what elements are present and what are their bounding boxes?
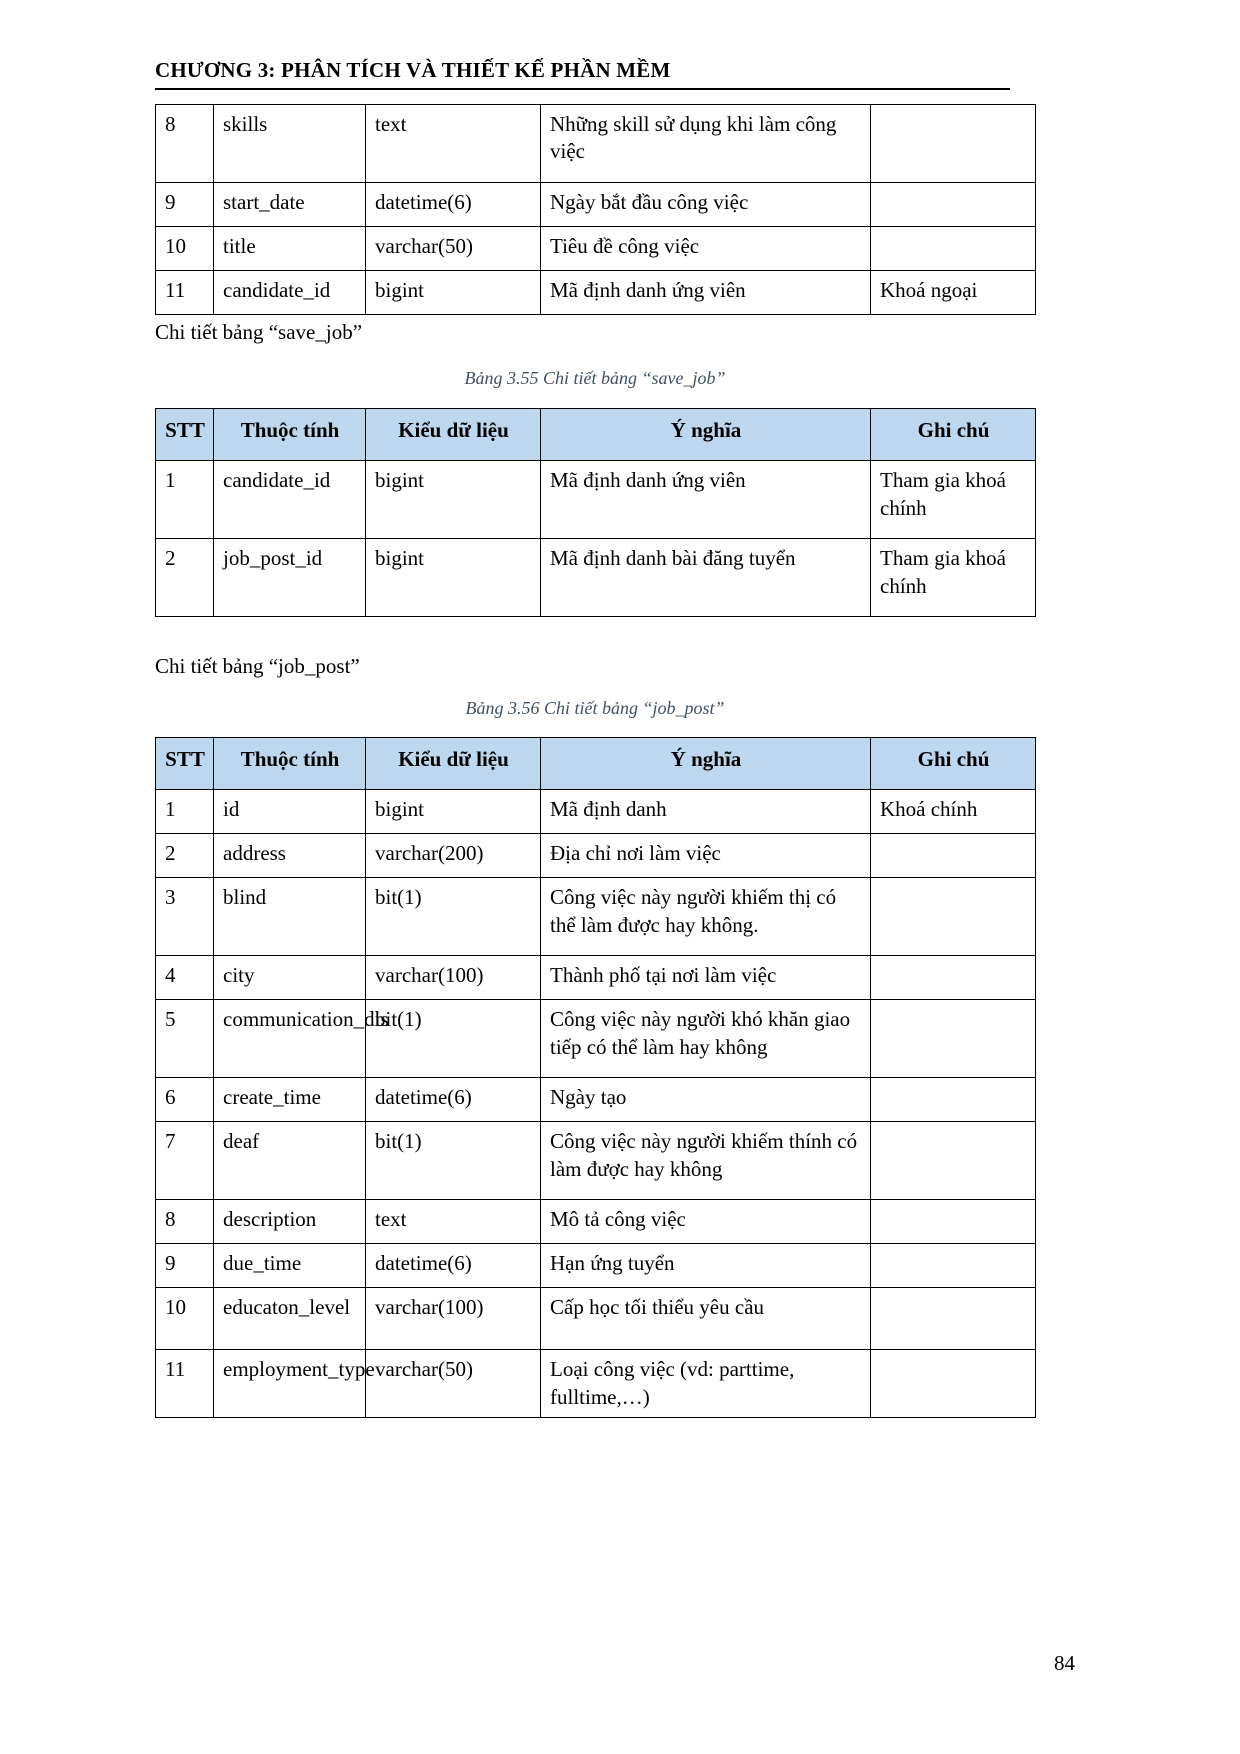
cell-datatype: datetime(6) (366, 1078, 541, 1122)
cell-datatype: datetime(6) (366, 1244, 541, 1288)
chapter-title: CHƯƠNG 3: PHÂN TÍCH VÀ THIẾT KẾ PHẦN MỀM (155, 58, 671, 82)
cell-datatype: datetime(6) (366, 183, 541, 227)
cell-meaning: Tiêu đề công việc (541, 227, 871, 271)
cell-note (871, 878, 1036, 956)
column-header-datatype: Kiểu dữ liệu (366, 738, 541, 790)
column-header-meaning: Ý nghĩa (541, 409, 871, 461)
table-row (156, 1200, 1036, 1244)
table-save-job-head (156, 409, 1036, 461)
table-row (156, 790, 1036, 834)
cell-attribute: communication_dis (214, 1000, 366, 1078)
table-save-job-body (156, 461, 1036, 617)
cell-note (871, 1244, 1036, 1288)
table-row (156, 834, 1036, 878)
cell-datatype: bigint (366, 461, 541, 539)
cell-note: Khoá ngoại (871, 271, 1036, 315)
table-job-post-body (156, 790, 1036, 1418)
cell-note: Tham gia khoá chính (871, 461, 1036, 539)
cell-stt: 3 (156, 878, 214, 956)
cell-attribute: create_time (214, 1078, 366, 1122)
table-row (156, 183, 1036, 227)
cell-attribute: skills (214, 105, 366, 183)
table-continued-wrapper (155, 104, 1036, 315)
cell-attribute: due_time (214, 1244, 366, 1288)
cell-meaning: Ngày bắt đầu công việc (541, 183, 871, 227)
column-header-meaning: Ý nghĩa (541, 738, 871, 790)
table-row (156, 956, 1036, 1000)
cell-meaning: Mã định danh ứng viên (541, 271, 871, 315)
cell-attribute: blind (214, 878, 366, 956)
running-header (155, 58, 1010, 90)
cell-attribute: candidate_id (214, 461, 366, 539)
table-row (156, 1078, 1036, 1122)
cell-attribute: job_post_id (214, 539, 366, 617)
cell-attribute: address (214, 834, 366, 878)
cell-meaning: Mã định danh ứng viên (541, 461, 871, 539)
column-header-note: Ghi chú (871, 738, 1036, 790)
cell-stt: 1 (156, 790, 214, 834)
cell-attribute: city (214, 956, 366, 1000)
intro-save-job: Chi tiết bảng “save_job” (155, 320, 363, 344)
table-row (156, 1244, 1036, 1288)
cell-datatype: bigint (366, 271, 541, 315)
table-header-row (156, 409, 1036, 461)
cell-attribute: deaf (214, 1122, 366, 1200)
cell-note (871, 1078, 1036, 1122)
table-row (156, 1000, 1036, 1078)
page-number: 84 (1054, 1651, 1075, 1675)
column-header-stt: STT (156, 738, 214, 790)
cell-stt: 2 (156, 834, 214, 878)
cell-stt: 5 (156, 1000, 214, 1078)
cell-note (871, 1200, 1036, 1244)
cell-datatype: bit(1) (366, 1122, 541, 1200)
cell-attribute: educaton_level (214, 1288, 366, 1350)
column-header-stt: STT (156, 409, 214, 461)
caption-job-post: Bảng 3.56 Chi tiết bảng “job_post” (465, 698, 725, 718)
cell-stt: 8 (156, 105, 214, 183)
cell-meaning: Cấp học tối thiểu yêu cầu (541, 1288, 871, 1350)
cell-stt: 9 (156, 1244, 214, 1288)
cell-datatype: text (366, 105, 541, 183)
cell-stt: 11 (156, 1350, 214, 1418)
cell-meaning: Những skill sử dụng khi làm công việc (541, 105, 871, 183)
caption-save-job: Bảng 3.55 Chi tiết bảng “save_job” (464, 368, 726, 388)
cell-note (871, 834, 1036, 878)
cell-datatype: varchar(200) (366, 834, 541, 878)
cell-datatype: varchar(100) (366, 956, 541, 1000)
table-row (156, 1288, 1036, 1350)
header-rule (155, 88, 1010, 90)
table-row (156, 1122, 1036, 1200)
cell-note: Tham gia khoá chính (871, 539, 1036, 617)
table-job-post-wrapper (155, 737, 1036, 1418)
cell-stt: 2 (156, 539, 214, 617)
cell-meaning: Công việc này người khiếm thính có làm được hay không (541, 1122, 871, 1200)
cell-datatype: varchar(100) (366, 1288, 541, 1350)
cell-note: Khoá chính (871, 790, 1036, 834)
cell-note (871, 227, 1036, 271)
cell-attribute: candidate_id (214, 271, 366, 315)
table-header-row (156, 738, 1036, 790)
table-save-job (155, 408, 1036, 617)
table-row (156, 1350, 1036, 1418)
cell-datatype: bigint (366, 539, 541, 617)
cell-stt: 6 (156, 1078, 214, 1122)
table-row (156, 271, 1036, 315)
cell-meaning: Loại công việc (vd: parttime, fulltime,…) (541, 1350, 871, 1418)
cell-stt: 9 (156, 183, 214, 227)
cell-meaning: Công việc này người khiếm thị có thể làm được hay không. (541, 878, 871, 956)
cell-meaning: Mã định danh bài đăng tuyển (541, 539, 871, 617)
cell-meaning: Hạn ứng tuyển (541, 1244, 871, 1288)
cell-attribute: description (214, 1200, 366, 1244)
cell-datatype: bigint (366, 790, 541, 834)
cell-note (871, 956, 1036, 1000)
cell-attribute: title (214, 227, 366, 271)
cell-datatype: text (366, 1200, 541, 1244)
cell-stt: 8 (156, 1200, 214, 1244)
cell-meaning: Mã định danh (541, 790, 871, 834)
cell-stt: 7 (156, 1122, 214, 1200)
cell-stt: 4 (156, 956, 214, 1000)
cell-meaning: Công việc này người khó khăn giao tiếp có thể làm hay không (541, 1000, 871, 1078)
intro-job-post: Chi tiết bảng “job_post” (155, 654, 360, 678)
cell-note (871, 1122, 1036, 1200)
cell-meaning: Mô tả công việc (541, 1200, 871, 1244)
table-job-post (155, 737, 1036, 1418)
column-header-attribute: Thuộc tính (214, 409, 366, 461)
column-header-note: Ghi chú (871, 409, 1036, 461)
cell-datatype: bit(1) (366, 1000, 541, 1078)
cell-meaning: Địa chỉ nơi làm việc (541, 834, 871, 878)
table-row (156, 227, 1036, 271)
column-header-datatype: Kiểu dữ liệu (366, 409, 541, 461)
cell-datatype: varchar(50) (366, 1350, 541, 1418)
cell-attribute: start_date (214, 183, 366, 227)
cell-stt: 10 (156, 227, 214, 271)
cell-stt: 1 (156, 461, 214, 539)
cell-attribute: id (214, 790, 366, 834)
table-continued (155, 104, 1036, 315)
table-row (156, 539, 1036, 617)
cell-note (871, 1350, 1036, 1418)
cell-attribute: employment_type (214, 1350, 366, 1418)
cell-stt: 11 (156, 271, 214, 315)
cell-meaning: Ngày tạo (541, 1078, 871, 1122)
table-row (156, 878, 1036, 956)
table-save-job-wrapper (155, 408, 1036, 617)
cell-datatype: bit(1) (366, 878, 541, 956)
cell-note (871, 1000, 1036, 1078)
table-continued-body (156, 105, 1036, 315)
cell-datatype: varchar(50) (366, 227, 541, 271)
cell-note (871, 105, 1036, 183)
column-header-attribute: Thuộc tính (214, 738, 366, 790)
table-row (156, 461, 1036, 539)
cell-meaning: Thành phố tại nơi làm việc (541, 956, 871, 1000)
cell-stt: 10 (156, 1288, 214, 1350)
cell-note (871, 183, 1036, 227)
table-job-post-head (156, 738, 1036, 790)
table-row (156, 105, 1036, 183)
cell-note (871, 1288, 1036, 1350)
